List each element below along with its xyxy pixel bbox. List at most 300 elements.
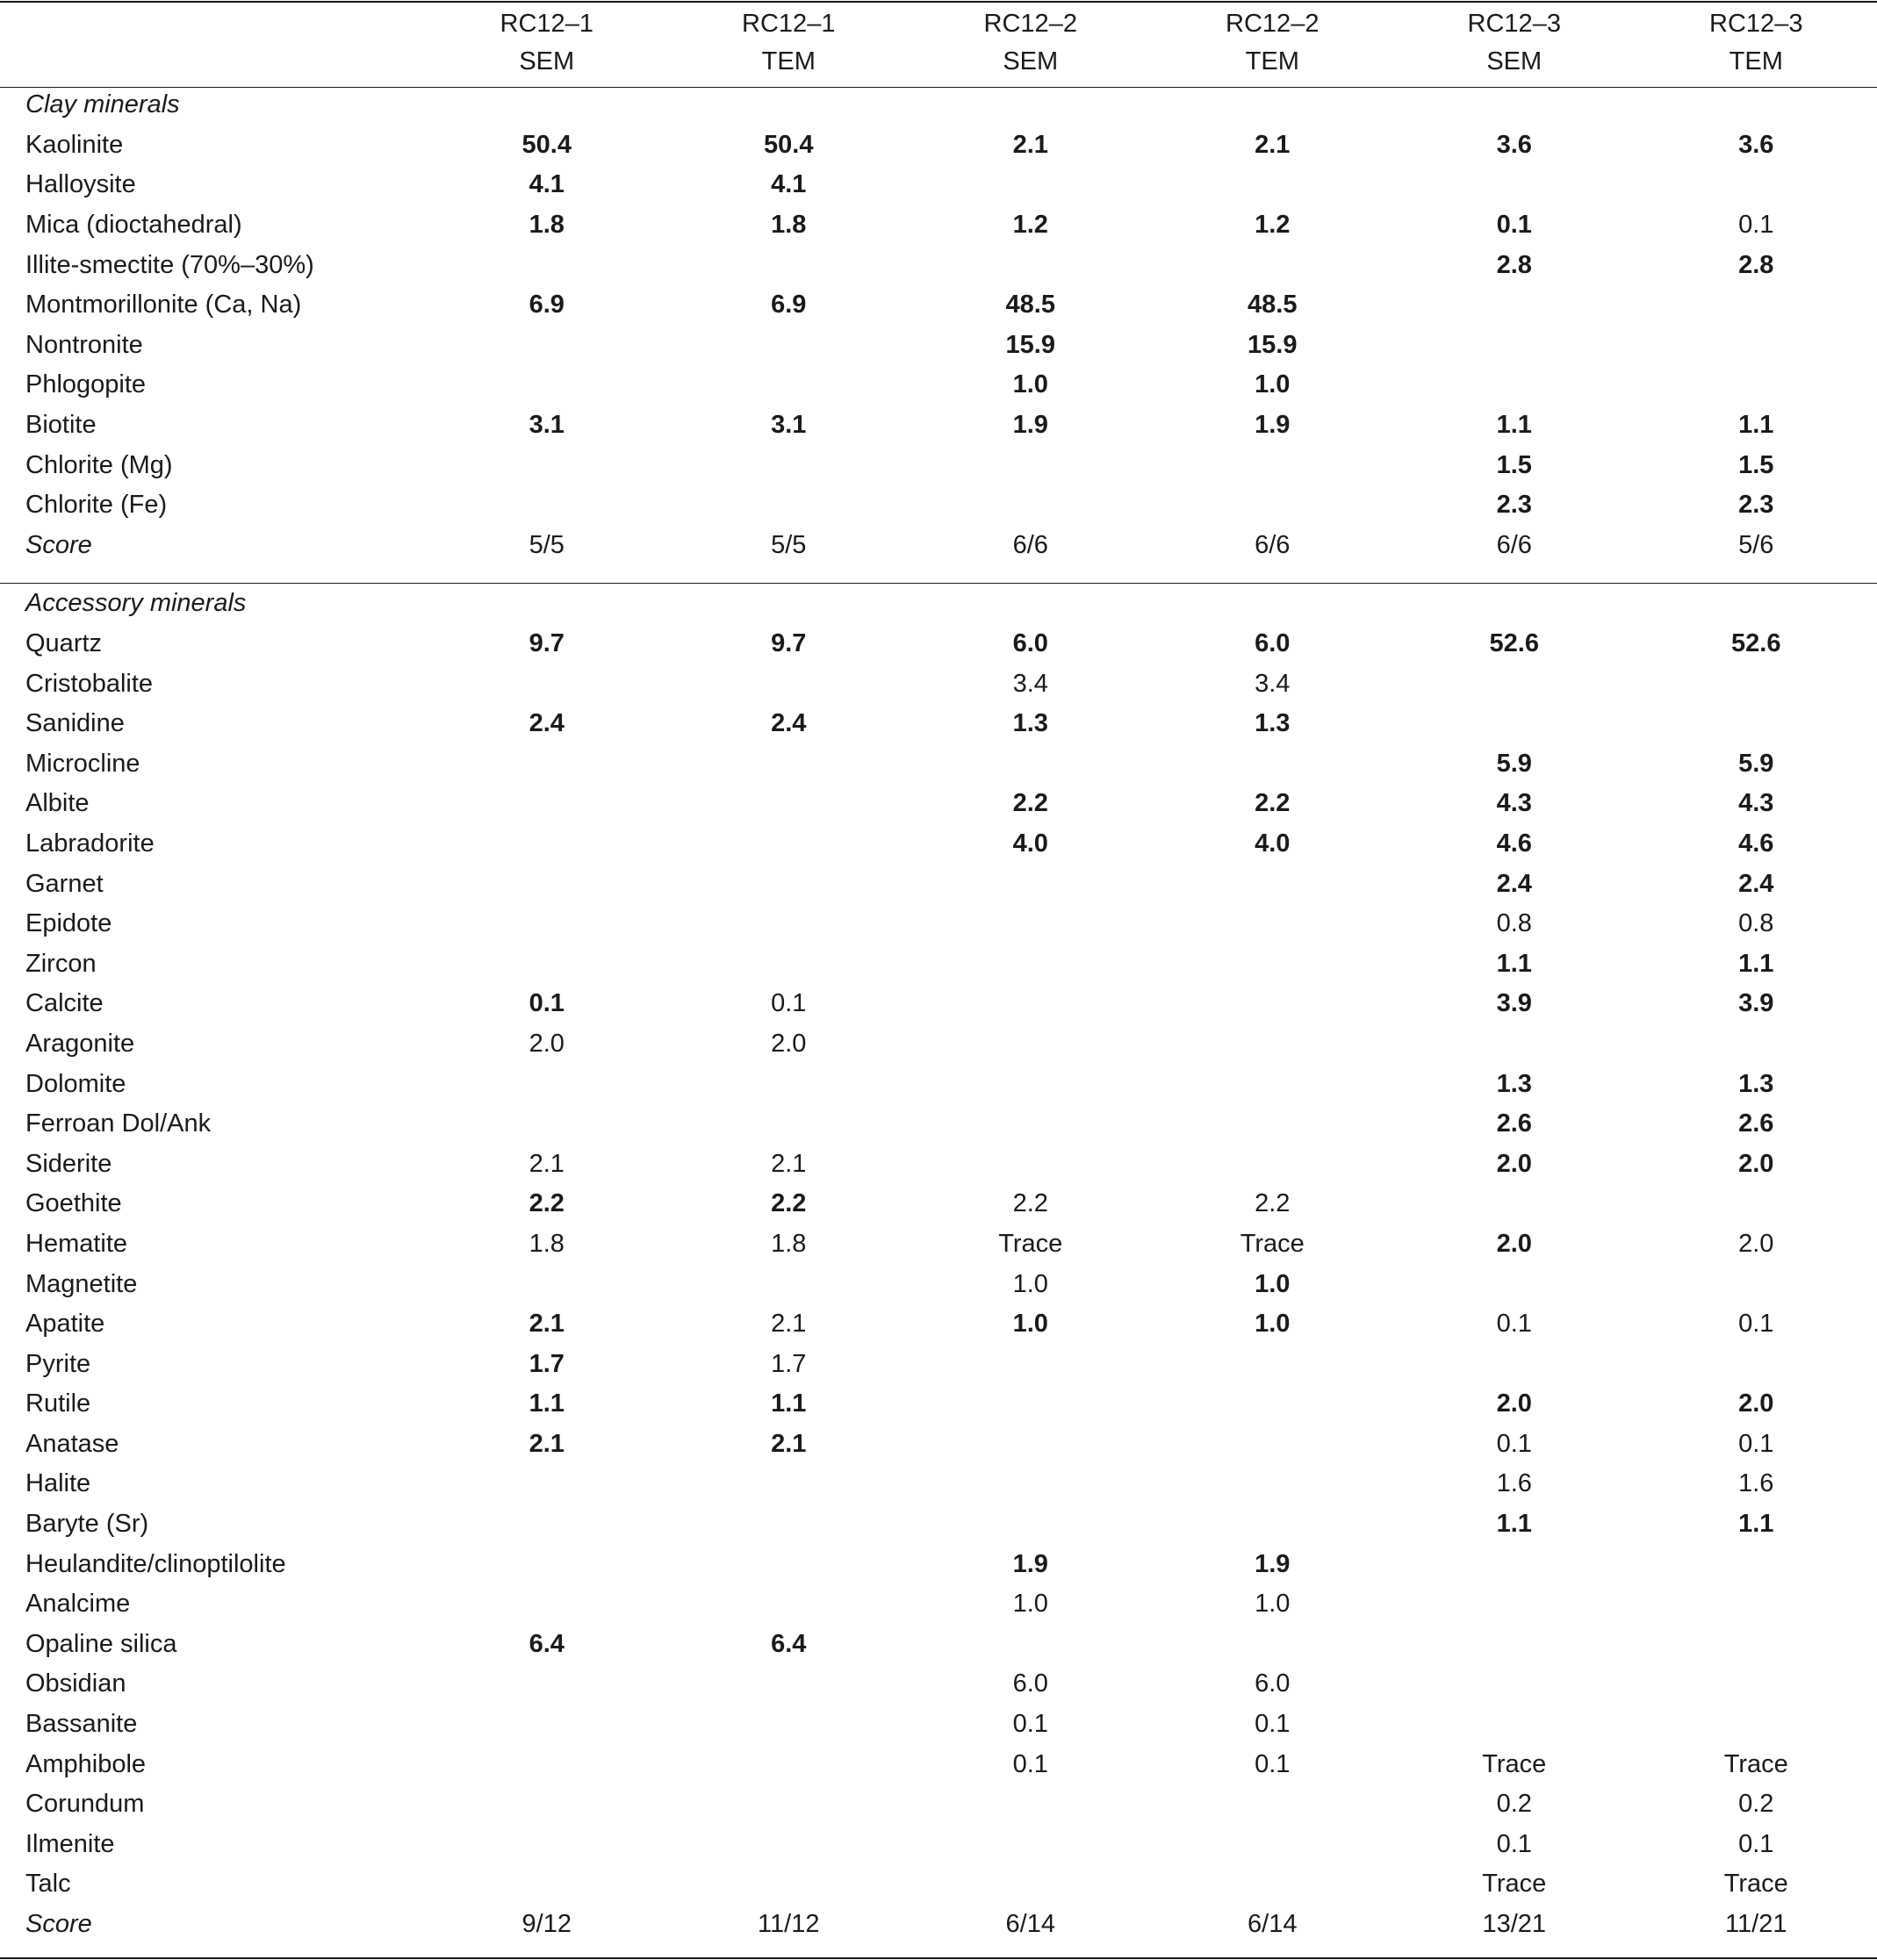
mineral-name: Cristobalite	[25, 669, 154, 698]
value-cell: 1.5	[1496, 450, 1532, 479]
value-cell: 6.4	[529, 1629, 565, 1658]
value-cell	[1393, 664, 1636, 704]
value-cell: 1.1	[771, 1389, 807, 1418]
value-cell: 0.1	[1496, 1829, 1532, 1858]
value-cell: 4.1	[529, 170, 565, 199]
value-cell	[426, 365, 668, 406]
score-label: Score	[25, 530, 92, 559]
value-cell	[1636, 1625, 1877, 1665]
table-row	[0, 1705, 1877, 1745]
value-cell	[668, 944, 910, 984]
value-cell: 1.9	[1012, 1549, 1048, 1578]
value-cell: 2.1	[1012, 130, 1048, 159]
empty-cell	[1152, 82, 1394, 126]
value-cell	[426, 1464, 668, 1504]
header-blank	[0, 42, 426, 82]
value-cell: 1.1	[1496, 1510, 1532, 1539]
gap-cell	[0, 565, 1877, 580]
value-cell	[1636, 1264, 1877, 1304]
value-cell: 1.9	[1012, 411, 1048, 440]
value-cell: 6.0	[1012, 629, 1048, 658]
value-cell	[668, 1544, 910, 1584]
mineral-name: Quartz	[25, 629, 103, 658]
value-cell	[910, 1344, 1152, 1384]
value-cell	[426, 664, 668, 704]
score-cell: 11/21	[1725, 1910, 1787, 1939]
mineral-name: Garnet	[25, 869, 104, 898]
value-cell	[910, 984, 1152, 1024]
value-cell	[1152, 904, 1394, 944]
value-cell	[1636, 1584, 1877, 1625]
value-cell: 0.1	[1255, 1710, 1291, 1739]
value-cell: 5.9	[1496, 749, 1532, 778]
value-cell: 2.0	[1496, 1389, 1532, 1418]
table-row	[0, 445, 1877, 485]
value-cell: 1.0	[1255, 1269, 1291, 1298]
table-row	[0, 285, 1877, 326]
header-sample: RC12–3	[1709, 9, 1803, 38]
table-header	[0, 0, 1877, 82]
header-sample: RC12–3	[1467, 9, 1561, 38]
mineral-name: Pyrite	[25, 1349, 91, 1378]
value-cell	[426, 1504, 668, 1545]
value-cell	[1152, 245, 1394, 285]
mineral-name: Dolomite	[25, 1069, 126, 1098]
table-row	[0, 1504, 1877, 1545]
mineral-name: Hematite	[25, 1229, 128, 1258]
value-cell: 2.2	[771, 1189, 807, 1218]
value-cell	[1393, 285, 1636, 326]
empty-cell	[1152, 580, 1394, 624]
mineral-name: Labradorite	[25, 829, 155, 858]
table-row	[0, 664, 1877, 704]
mineral-name: Mica (dioctahedral)	[25, 211, 242, 240]
score-cell: 5/5	[771, 530, 807, 559]
value-cell: 4.3	[1496, 789, 1532, 818]
score-row	[0, 1905, 1877, 1945]
empty-cell	[1393, 580, 1636, 624]
table-row	[0, 1144, 1877, 1184]
value-cell	[1152, 1504, 1394, 1545]
value-cell: 9.7	[529, 629, 565, 658]
value-cell	[1636, 1705, 1877, 1745]
table-row	[0, 1784, 1877, 1825]
mineral-name: Baryte (Sr)	[25, 1510, 149, 1539]
value-cell	[426, 1744, 668, 1784]
value-cell: 4.1	[771, 170, 807, 199]
value-cell: 2.0	[1496, 1149, 1532, 1178]
value-cell: 2.0	[1738, 1229, 1774, 1258]
value-cell	[1636, 1184, 1877, 1224]
table-row	[0, 1104, 1877, 1145]
value-cell: 5.9	[1738, 749, 1774, 778]
table-row	[0, 624, 1877, 664]
value-cell: 1.3	[1255, 709, 1291, 738]
value-cell	[1393, 1625, 1636, 1665]
table-row	[0, 1304, 1877, 1345]
value-cell: 0.1	[529, 989, 565, 1018]
table-row	[0, 864, 1877, 904]
value-cell	[1636, 1024, 1877, 1065]
table-row	[0, 1184, 1877, 1224]
value-cell: 2.6	[1738, 1109, 1774, 1138]
value-cell: 0.2	[1496, 1790, 1532, 1819]
value-cell: 1.9	[1255, 411, 1291, 440]
value-cell	[426, 824, 668, 865]
table-row	[0, 1064, 1877, 1104]
empty-cell	[910, 82, 1152, 126]
value-cell: 1.7	[529, 1349, 565, 1378]
value-cell	[1152, 1144, 1394, 1184]
value-cell: 6.4	[771, 1629, 807, 1658]
mineral-name: Epidote	[25, 909, 112, 938]
value-cell: 0.1	[1496, 1429, 1532, 1458]
value-cell	[426, 1064, 668, 1104]
header-method: TEM	[761, 47, 816, 75]
value-cell	[910, 864, 1152, 904]
value-cell: 3.1	[529, 411, 565, 440]
table-row	[0, 165, 1877, 205]
mineral-name: Magnetite	[25, 1269, 138, 1298]
mineral-name: Microcline	[25, 749, 140, 778]
table-body	[0, 82, 1877, 1944]
table-row	[0, 1864, 1877, 1905]
value-cell: 1.1	[1738, 411, 1774, 440]
value-cell	[426, 1264, 668, 1304]
value-cell	[910, 485, 1152, 526]
value-cell: 2.8	[1496, 250, 1532, 279]
table-row	[0, 126, 1877, 166]
value-cell	[668, 1584, 910, 1625]
header-method: SEM	[1486, 47, 1543, 75]
mineral-name: Obsidian	[25, 1669, 126, 1698]
value-cell	[668, 1825, 910, 1865]
value-cell: 1.6	[1496, 1469, 1532, 1498]
empty-cell	[1636, 580, 1877, 624]
value-cell: 2.1	[529, 1310, 565, 1339]
header-sample: RC12–2	[1226, 9, 1320, 38]
value-cell: 2.3	[1496, 491, 1532, 520]
value-cell	[1152, 1825, 1394, 1865]
header-blank	[0, 0, 426, 42]
value-cell: 2.1	[529, 1149, 565, 1178]
value-cell	[910, 1384, 1152, 1425]
value-cell	[1152, 1344, 1394, 1384]
value-cell: 4.3	[1738, 789, 1774, 818]
table-row	[0, 784, 1877, 824]
value-cell	[910, 1864, 1152, 1905]
value-cell: 0.1	[771, 989, 807, 1018]
score-cell: 6/6	[1255, 530, 1291, 559]
value-cell	[426, 485, 668, 526]
value-cell	[1152, 1464, 1394, 1504]
section-gap	[0, 565, 1877, 580]
value-cell	[668, 245, 910, 285]
mineral-name: Illite-smectite (70%–30%)	[25, 250, 314, 279]
mineral-name: Analcime	[25, 1590, 131, 1619]
value-cell: 2.1	[771, 1310, 807, 1339]
value-cell: Trace	[1240, 1229, 1305, 1258]
mineral-name: Heulandite/clinoptilolite	[25, 1549, 286, 1578]
value-cell: Trace	[1482, 1870, 1547, 1899]
value-cell	[910, 1024, 1152, 1065]
mineral-name: Anatase	[25, 1429, 119, 1458]
value-cell: 2.1	[771, 1149, 807, 1178]
table-row	[0, 1464, 1877, 1504]
value-cell: 2.2	[1012, 789, 1048, 818]
score-cell: 6/6	[1012, 530, 1048, 559]
value-cell	[668, 784, 910, 824]
value-cell: 50.4	[521, 130, 572, 159]
table-row	[0, 1544, 1877, 1584]
value-cell	[1152, 1625, 1394, 1665]
value-cell: 2.0	[1738, 1149, 1774, 1178]
value-cell: 2.2	[1255, 1189, 1291, 1218]
mineral-name: Goethite	[25, 1189, 122, 1218]
value-cell	[1152, 1784, 1394, 1825]
value-cell: 1.3	[1738, 1069, 1774, 1098]
value-cell	[668, 1104, 910, 1145]
value-cell	[1152, 1024, 1394, 1065]
score-cell: 13/21	[1482, 1910, 1547, 1939]
value-cell: 4.0	[1012, 829, 1048, 858]
value-cell: 1.8	[529, 1229, 565, 1258]
value-cell: 1.0	[1012, 1269, 1048, 1298]
value-cell	[910, 1104, 1152, 1145]
value-cell	[426, 1584, 668, 1625]
value-cell: 2.3	[1738, 491, 1774, 520]
value-cell	[1152, 485, 1394, 526]
value-cell	[1152, 984, 1394, 1024]
table-row	[0, 1584, 1877, 1625]
value-cell: 0.1	[1496, 1310, 1532, 1339]
value-cell: 4.6	[1496, 829, 1532, 858]
table-row	[0, 704, 1877, 744]
table-row	[0, 1664, 1877, 1705]
value-cell: 1.1	[1496, 949, 1532, 978]
value-cell: 4.0	[1255, 829, 1291, 858]
value-cell	[1636, 664, 1877, 704]
header-sample: RC12–1	[500, 9, 593, 38]
value-cell: 6.0	[1255, 1669, 1291, 1698]
value-cell: 1.2	[1012, 211, 1048, 240]
header-method: TEM	[1729, 47, 1783, 75]
value-cell: 52.6	[1489, 629, 1539, 658]
value-cell	[910, 944, 1152, 984]
empty-cell	[426, 580, 668, 624]
value-cell	[668, 744, 910, 785]
value-cell	[668, 664, 910, 704]
value-cell	[1393, 1264, 1636, 1304]
table-row	[0, 744, 1877, 785]
value-cell	[426, 1104, 668, 1145]
value-cell: 48.5	[1248, 291, 1298, 319]
mineral-name: Halite	[25, 1469, 91, 1498]
value-cell: 3.9	[1496, 989, 1532, 1018]
table-row	[0, 984, 1877, 1024]
value-cell	[426, 904, 668, 944]
value-cell: 1.8	[771, 211, 807, 240]
mineral-name: Biotite	[25, 411, 97, 440]
mineral-name: Talc	[25, 1870, 71, 1899]
empty-cell	[1393, 82, 1636, 126]
value-cell: 1.8	[529, 211, 565, 240]
value-cell	[668, 445, 910, 485]
value-cell: 3.9	[1738, 989, 1774, 1018]
value-cell: 0.1	[1738, 1310, 1774, 1339]
value-cell	[910, 904, 1152, 944]
table-row	[0, 1384, 1877, 1425]
score-cell: 6/6	[1496, 530, 1532, 559]
value-cell	[1152, 165, 1394, 205]
mineral-name: Zircon	[25, 949, 97, 978]
table-row	[0, 205, 1877, 246]
score-cell: 6/14	[1005, 1910, 1055, 1939]
value-cell	[1152, 1384, 1394, 1425]
value-cell: 3.6	[1738, 130, 1774, 159]
value-cell: Trace	[1723, 1749, 1788, 1778]
value-cell	[1152, 944, 1394, 984]
value-cell: 1.9	[1255, 1549, 1291, 1578]
value-cell	[1152, 1864, 1394, 1905]
mineral-name: Bassanite	[25, 1710, 138, 1739]
value-cell: 48.5	[1005, 291, 1055, 319]
value-cell: 15.9	[1248, 330, 1298, 359]
value-cell	[1393, 326, 1636, 366]
value-cell	[426, 326, 668, 366]
value-cell	[668, 365, 910, 406]
table-row	[0, 1224, 1877, 1265]
value-cell	[1393, 365, 1636, 406]
value-cell	[910, 1425, 1152, 1465]
value-cell: 6.9	[529, 291, 565, 319]
value-cell	[1393, 1584, 1636, 1625]
value-cell: 50.4	[764, 130, 814, 159]
score-row	[0, 526, 1877, 566]
value-cell: 2.1	[1255, 130, 1291, 159]
table-row	[0, 944, 1877, 984]
value-cell: 6.0	[1255, 629, 1291, 658]
table-row	[0, 326, 1877, 366]
value-cell	[1152, 1104, 1394, 1145]
header-row-methods	[0, 42, 1877, 82]
value-cell: 6.0	[1012, 1669, 1048, 1698]
value-cell: 1.1	[1738, 1510, 1774, 1539]
value-cell: 1.0	[1012, 1310, 1048, 1339]
value-cell	[668, 485, 910, 526]
table-row	[0, 485, 1877, 526]
value-cell: 6.9	[771, 291, 807, 319]
value-cell	[1636, 165, 1877, 205]
value-cell	[910, 1784, 1152, 1825]
value-cell	[426, 864, 668, 904]
value-cell: 3.6	[1496, 130, 1532, 159]
value-cell	[1393, 1024, 1636, 1065]
value-cell	[426, 1784, 668, 1825]
table-row	[0, 1825, 1877, 1865]
value-cell: 1.0	[1255, 1590, 1291, 1619]
value-cell	[910, 1504, 1152, 1545]
value-cell: Trace	[998, 1229, 1063, 1258]
value-cell	[1393, 1664, 1636, 1705]
header-method: SEM	[519, 47, 575, 75]
mineral-name: Aragonite	[25, 1029, 135, 1058]
value-cell	[1393, 1544, 1636, 1584]
mineral-name: Siderite	[25, 1149, 112, 1178]
value-cell	[1636, 326, 1877, 366]
value-cell: 4.6	[1738, 829, 1774, 858]
value-cell	[426, 1544, 668, 1584]
value-cell: 2.4	[1738, 869, 1774, 898]
value-cell	[910, 1064, 1152, 1104]
table-row	[0, 1744, 1877, 1784]
value-cell	[668, 864, 910, 904]
value-cell	[426, 1864, 668, 1905]
value-cell	[910, 165, 1152, 205]
value-cell	[1636, 285, 1877, 326]
value-cell: 1.0	[1012, 370, 1048, 399]
mineral-name: Ferroan Dol/Ank	[25, 1109, 212, 1138]
value-cell: 1.8	[771, 1229, 807, 1258]
value-cell	[1152, 445, 1394, 485]
table-row	[0, 1344, 1877, 1384]
value-cell: 1.0	[1255, 370, 1291, 399]
value-cell: 0.8	[1496, 909, 1532, 938]
value-cell	[426, 245, 668, 285]
value-cell	[1152, 1064, 1394, 1104]
empty-cell	[668, 82, 910, 126]
value-cell	[1393, 704, 1636, 744]
value-cell	[668, 1464, 910, 1504]
value-cell: 3.1	[771, 411, 807, 440]
value-cell	[426, 1664, 668, 1705]
score-cell: 5/5	[529, 530, 565, 559]
value-cell	[668, 1744, 910, 1784]
value-cell: Trace	[1723, 1870, 1788, 1899]
score-cell: 5/6	[1738, 530, 1774, 559]
mineral-name: Opaline silica	[25, 1629, 177, 1658]
value-cell: 0.1	[1255, 1749, 1291, 1778]
table-row	[0, 824, 1877, 865]
mineral-name: Chlorite (Mg)	[25, 450, 173, 479]
value-cell: 52.6	[1731, 629, 1781, 658]
value-cell	[1393, 1705, 1636, 1745]
value-cell: 1.7	[771, 1349, 807, 1378]
value-cell: 3.4	[1012, 669, 1048, 698]
score-label: Score	[25, 1910, 92, 1939]
value-cell	[668, 326, 910, 366]
mineral-name: Ilmenite	[25, 1829, 115, 1858]
value-cell	[1636, 1544, 1877, 1584]
value-cell: 0.1	[1738, 1829, 1774, 1858]
value-cell	[1393, 1344, 1636, 1384]
value-cell: 1.3	[1496, 1069, 1532, 1098]
value-cell	[910, 1825, 1152, 1865]
mineral-name: Kaolinite	[25, 130, 124, 159]
value-cell: Trace	[1482, 1749, 1547, 1778]
table-row	[0, 1264, 1877, 1304]
value-cell: 2.1	[771, 1429, 807, 1458]
value-cell: 1.1	[1738, 949, 1774, 978]
value-cell	[1152, 864, 1394, 904]
value-cell: 2.6	[1496, 1109, 1532, 1138]
value-cell	[1393, 165, 1636, 205]
value-cell: 1.0	[1255, 1310, 1291, 1339]
mineral-name: Halloysite	[25, 170, 136, 199]
value-cell	[426, 1825, 668, 1865]
section-title: Accessory minerals	[25, 589, 247, 618]
value-cell	[1152, 1425, 1394, 1465]
